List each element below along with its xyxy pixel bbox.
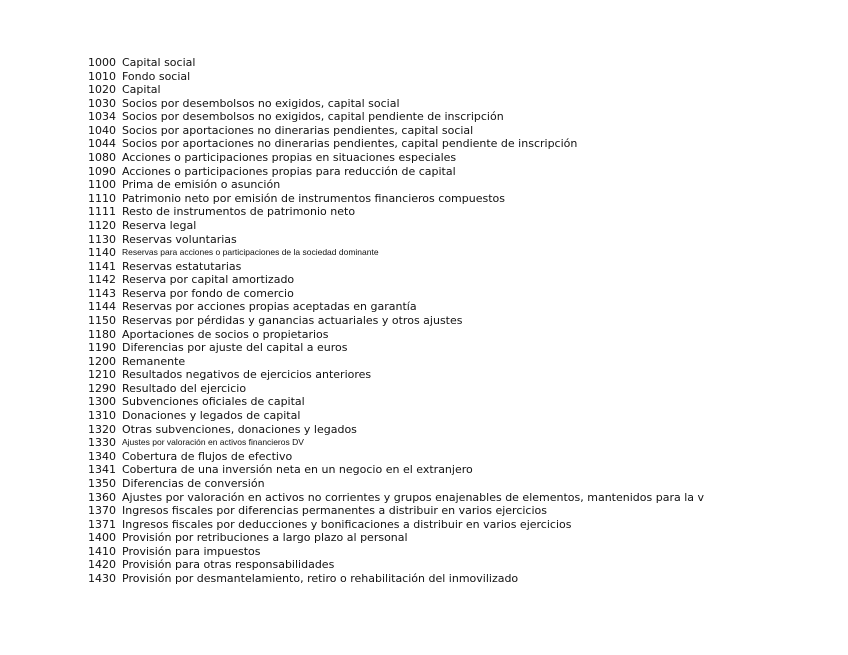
account-row: [88, 178, 743, 192]
account-code: 1144: [88, 300, 116, 314]
account-row: [88, 260, 743, 274]
account-code: 1030: [88, 96, 116, 110]
account-row: [88, 205, 743, 219]
account-code: 1290: [88, 381, 116, 395]
account-name: Ajustes por valoración en activos financieros DV: [122, 437, 304, 448]
account-code: 1020: [88, 83, 116, 97]
account-row: [88, 56, 743, 70]
account-row: [88, 450, 743, 464]
account-code: 1310: [88, 409, 116, 423]
account-name: Ajustes por valoración en activos no corrientes y grupos enajenables de elementos, mantenidos para la v: [122, 490, 705, 504]
account-name: Diferencias de conversión: [122, 476, 265, 490]
account-row: [88, 423, 743, 437]
account-code: 1090: [88, 164, 116, 178]
account-name: Ingresos fiscales por deducciones y bonificaciones a distribuir en varios ejercicios: [122, 517, 572, 531]
account-row: [88, 531, 743, 545]
account-code: 1110: [88, 191, 116, 205]
account-name: Socios por desembolsos no exigidos, capital social: [122, 96, 400, 110]
account-code: 1040: [88, 123, 116, 137]
account-row: [88, 463, 743, 477]
account-name: Cobertura de flujos de efectivo: [122, 449, 293, 463]
account-row: [88, 355, 743, 369]
account-row: [88, 341, 743, 355]
account-row: [88, 572, 743, 586]
account-row: [88, 124, 743, 138]
account-name: Reservas por acciones propias aceptadas en garantía: [122, 300, 417, 314]
account-row: [88, 110, 743, 124]
account-name: Prima de emisión o asunción: [122, 178, 281, 192]
account-name: Reserva legal: [122, 218, 197, 232]
account-name: Reservas voluntarias: [122, 232, 237, 246]
account-row: [88, 165, 743, 179]
account-code: 1034: [88, 110, 116, 124]
account-row: [88, 83, 743, 97]
account-code: 1420: [88, 558, 116, 572]
account-name: Provisión por desmantelamiento, retiro o rehabilitación del inmovilizado: [122, 571, 519, 585]
account-row: [88, 368, 743, 382]
account-code: 1150: [88, 313, 116, 327]
account-name: Reserva por capital amortizado: [122, 273, 295, 287]
account-code: 1044: [88, 137, 116, 151]
account-code: 1340: [88, 449, 116, 463]
account-code: 1190: [88, 341, 116, 355]
account-code: 1100: [88, 178, 116, 192]
account-name: Resultado del ejercicio: [122, 381, 247, 395]
account-name: Remanente: [122, 354, 186, 368]
account-row: [88, 300, 743, 314]
account-code: 1130: [88, 232, 116, 246]
account-row: [88, 545, 743, 559]
account-row: [88, 395, 743, 409]
account-row: [88, 287, 743, 301]
account-row: [88, 436, 743, 450]
account-name: Capital social: [122, 56, 196, 69]
account-name: Reserva por fondo de comercio: [122, 286, 294, 300]
account-code: 1410: [88, 544, 116, 558]
account-row: [88, 97, 743, 111]
account-name: Patrimonio neto por emisión de instrumentos financieros compuestos: [122, 191, 505, 205]
account-code: 1000: [88, 56, 116, 69]
account-code: 1430: [88, 571, 116, 585]
account-row: [88, 192, 743, 206]
account-name: Aportaciones de socios o propietarios: [122, 327, 329, 341]
account-name: Fondo social: [122, 69, 191, 83]
account-name: Capital: [122, 83, 161, 97]
account-row: [88, 504, 743, 518]
account-code: 1210: [88, 368, 116, 382]
account-row: [88, 477, 743, 491]
account-code: 1141: [88, 259, 116, 273]
account-row: [88, 70, 743, 84]
account-code: 1080: [88, 151, 116, 165]
account-name: Socios por desembolsos no exigidos, capital pendiente de inscripción: [122, 110, 504, 124]
account-name: Resultados negativos de ejercicios anteriores: [122, 368, 372, 382]
account-code: 1143: [88, 286, 116, 300]
account-code: 1142: [88, 273, 116, 287]
account-code: 1370: [88, 504, 116, 518]
account-row: [88, 382, 743, 396]
account-code: 1360: [88, 490, 116, 504]
account-row: [88, 409, 743, 423]
account-name: Subvenciones oficiales de capital: [122, 395, 305, 409]
account-code: 1330: [88, 436, 116, 450]
account-name: Reservas estatutarias: [122, 259, 242, 273]
account-name: Acciones o participaciones propias para reducción de capital: [122, 164, 456, 178]
account-name: Resto de instrumentos de patrimonio neto: [122, 205, 356, 219]
account-code: 1180: [88, 327, 116, 341]
account-row: [88, 246, 743, 260]
account-row: [88, 151, 743, 165]
account-code: 1010: [88, 69, 116, 83]
account-name: Reservas por pérdidas y ganancias actuariales y otros ajustes: [122, 313, 463, 327]
account-row: [88, 233, 743, 247]
account-name: Ingresos fiscales por diferencias permanentes a distribuir en varios ejercicios: [122, 504, 547, 518]
account-name: Socios por aportaciones no dinerarias pendientes, capital social: [122, 123, 474, 137]
account-code: 1371: [88, 517, 116, 531]
account-list: [88, 56, 743, 586]
account-code: 1140: [88, 246, 116, 260]
account-row: [88, 273, 743, 287]
account-code: 1341: [88, 463, 116, 477]
account-name: Provisión por retribuciones a largo plazo al personal: [122, 531, 408, 545]
account-code: 1320: [88, 422, 116, 436]
account-code: 1120: [88, 218, 116, 232]
account-code: 1300: [88, 395, 116, 409]
account-code: 1200: [88, 354, 116, 368]
account-name: Diferencias por ajuste del capital a euros: [122, 341, 348, 355]
account-row: [88, 558, 743, 572]
account-row: [88, 137, 743, 151]
account-name: Provisión para impuestos: [122, 544, 261, 558]
account-name: Reservas para acciones o participaciones de la sociedad dominante: [122, 247, 379, 258]
account-row: [88, 328, 743, 342]
account-row: [88, 219, 743, 233]
account-name: Donaciones y legados de capital: [122, 409, 301, 423]
account-name: Provisión para otras responsabilidades: [122, 558, 335, 572]
account-name: Acciones o participaciones propias en situaciones especiales: [122, 151, 457, 165]
account-name: Socios por aportaciones no dinerarias pendientes, capital pendiente de inscripción: [122, 137, 578, 151]
account-code: 1350: [88, 476, 116, 490]
account-name: Otras subvenciones, donaciones y legados: [122, 422, 357, 436]
account-row: [88, 491, 743, 505]
account-code: 1400: [88, 531, 116, 545]
account-code: 1111: [88, 205, 116, 219]
account-row: [88, 314, 743, 328]
account-row: [88, 518, 743, 532]
account-name: Cobertura de una inversión neta en un negocio en el extranjero: [122, 463, 473, 477]
